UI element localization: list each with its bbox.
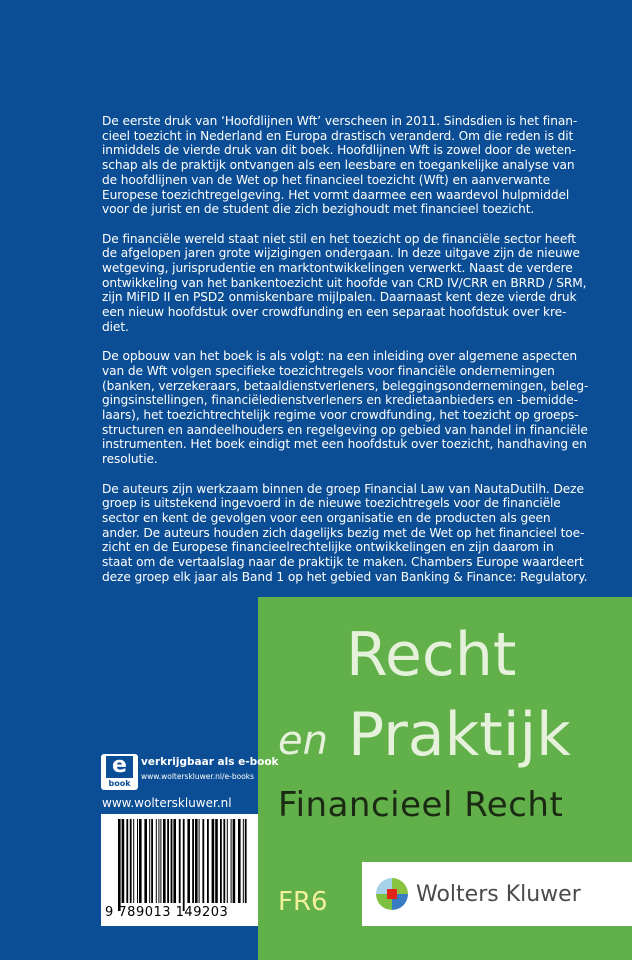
ebook-icon-label: book [108,779,131,788]
blurb-paragraph [102,232,627,335]
barcode-bar [163,819,166,903]
wolters-kluwer-globe-icon [376,878,408,910]
blurb-line: cieel toezicht in Nederland en Europa drastisch veranderd. Om die reden is dit [102,128,574,143]
barcode-bar [160,819,161,903]
blurb-line: inmiddels de vierde druk van dit boek. Hoofdlijnen Wft is zowel door de weten- [102,143,576,158]
barcode-bar [199,819,200,903]
barcode-bar [171,819,173,903]
blurb-line: De eerste druk van ‘Hoofdlijnen Wft’ verscheen in 2011. Sindsdien is het finan- [102,114,578,128]
barcode-bar [173,819,176,903]
barcode-bar [243,819,244,903]
blurb-paragraph [102,114,627,217]
barcode-bar [238,819,241,903]
barcode-bar [122,819,125,903]
barcode-bar [233,819,236,903]
blurb-line: sector en kent de gevolgen voor een organisatie en de producten als geen [102,510,551,525]
barcode-bar [207,819,209,903]
blurb-line: instrumenten. Het boek eindigt met een hoofdstuk over toezicht, handhaving en [102,437,587,452]
blurb-line: (banken, verzekeraars, betaaldienstverleners, beleggingsondernemingen, beleg- [102,378,589,393]
barcode-bar [118,819,121,911]
series-title-recht: Recht [346,620,517,690]
barcode-bar [220,819,222,903]
barcode-bar [156,819,157,903]
blurb-line: ontwikkeling van het bankentoezicht uit hoofde van CRD IV/CRR en BRRD / SRM, [102,275,587,290]
blurb-line: laars), het toezichtrechtelijk regime voor crowdfunding, het toezicht op groeps- [102,408,579,423]
barcode-bar [227,819,228,903]
blurb-line: diet. [102,319,129,334]
blurb-line: staat om de vertaalslag naar de praktijk te maken. Chambers Europe waardeert [102,555,584,570]
blurb-line: Europese toezichtregelgeving. Het vormt daarmee een waardevol hulpmiddel [102,187,570,202]
back-cover-blurb [102,114,627,599]
barcode-bar [144,819,147,903]
barcode-bar [158,819,159,903]
barcode-bar [192,819,194,903]
blurb-line: de hoofdlijnen van de Wet op het financieel toezicht (Wft) en aanverwante [102,172,551,187]
blurb-paragraph [102,349,627,467]
series-code: FR6 [278,887,328,917]
blurb-line: deze groep elk jaar als Band 1 op het gebied van Banking & Finance: Regulatory. [102,569,588,584]
barcode-bar [212,819,215,903]
blurb-line: groep is uitstekend ingevoerd in de nieuwe toezichtregels voor de financiële [102,496,561,511]
barcode-bar [139,819,142,903]
ebook-icon-letter: e [106,756,133,778]
barcode-number: 9 789013 149203 [105,905,229,920]
series-title-praktijk: Praktijk [348,700,571,770]
blurb-line: De financiële wereld staat niet stil en het toezicht op de financiële sector heeft [102,231,576,246]
barcode-bar [133,819,134,903]
blurb-line: resolutie. [102,452,158,467]
barcode-bars [118,819,250,911]
barcode-bar [202,819,204,903]
publisher-logo [362,862,632,926]
barcode-bar [195,819,198,903]
barcode-bar [245,819,247,903]
blurb-line: de afgelopen jaren grote wijzigingen ondergaan. In deze uitgave zijn de nieuwe [102,246,580,261]
barcode-bar [126,819,128,903]
blurb-line: voor de jurist en de student die zich bezighoudt met financieel toezicht. [102,202,535,217]
blurb-line: gingsinstellingen, financiëledienstverleners en kredietaanbieders en -bemidde- [102,393,578,408]
blurb-line: zijn MiFID II en PSD2 onmiskenbare mijlpalen. Daarnaast kent deze vierde druk [102,290,577,305]
barcode-bar [167,819,169,903]
blurb-line: wetgeving, jurisprudentie en marktontwikkelingen verwerkt. Naast de verdere [102,261,573,276]
ebook-url: www.wolterskluwer.nl/e-books [141,772,255,781]
barcode-bar [183,819,185,911]
blurb-line: zicht en de Europese financieelrechtelijke ontwikkelingen en zijn daarom in [102,540,554,555]
series-title-en: en [278,718,328,764]
blurb-paragraph [102,482,627,585]
ebook-icon [101,754,138,790]
barcode-bar [149,819,150,903]
barcode-bar [223,819,225,903]
barcode-bar [231,819,232,903]
publisher-name: Wolters Kluwer [416,881,581,907]
blurb-line: een nieuw hoofdstuk over crowdfunding en een separaat hoofdstuk over kre- [102,305,567,320]
barcode-bar [151,819,153,903]
barcode-bar [130,819,132,903]
series-panel [258,597,632,960]
blurb-line: structuren en aandeelhouders en regelgeving op gebied van handel in financiële [102,422,588,437]
blurb-line: van de Wft volgen specifieke toezichtregels voor financiële ondernemingen [102,363,555,378]
publisher-website: www.wolterskluwer.nl [102,796,232,810]
ebook-title: verkrijgbaar als e-book [141,756,279,768]
barcode-bar [179,819,181,903]
series-subtitle: Financieel Recht [278,785,564,825]
blurb-line: ander. De auteurs houden zich dagelijks bezig met de Wet op het financieel toe- [102,525,585,540]
barcode-bar [215,819,218,903]
blurb-line: De opbouw van het boek is als volgt: na een inleiding over algemene aspecten [102,349,577,364]
blurb-line: schap als de praktijk ontvangen als een leesbare en toegankelijke analyse van [102,158,575,173]
barcode [101,814,258,926]
blurb-line: De auteurs zijn werkzaam binnen de groep Financial Law van NautaDutilh. Deze [102,481,584,496]
barcode-bar [187,819,190,903]
barcode-bar [137,819,138,903]
